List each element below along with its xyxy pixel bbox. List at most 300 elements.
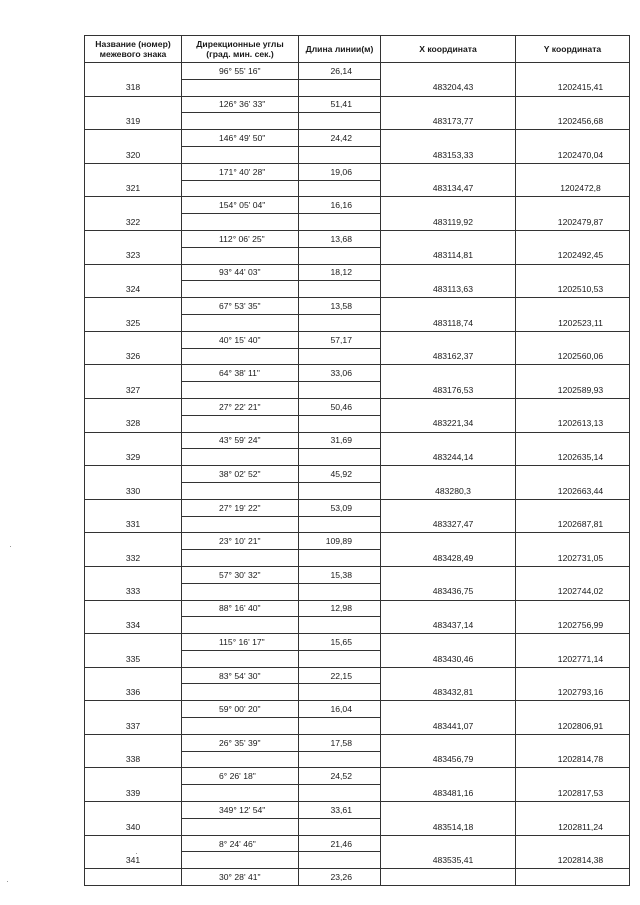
- y-coordinate-cell: 1202415,41: [516, 79, 630, 96]
- table-row: [85, 550, 630, 567]
- x-coordinate-cell: 483118,74: [381, 314, 516, 331]
- y-coordinate-cell: [516, 432, 630, 449]
- x-coordinate-cell: 483327,47: [381, 516, 516, 533]
- point-name-cell: [85, 466, 182, 483]
- x-coordinate-cell: 483244,14: [381, 449, 516, 466]
- y-coordinate-cell: [516, 96, 630, 113]
- x-coordinate-cell: 483134,47: [381, 180, 516, 197]
- line-length-cell: [299, 382, 381, 399]
- point-name-cell: 341: [85, 852, 182, 869]
- point-name-cell: [85, 734, 182, 751]
- line-length-cell: [299, 449, 381, 466]
- line-length-cell: 51,41: [299, 96, 381, 113]
- y-coordinate-cell: [516, 768, 630, 785]
- x-coordinate-cell: 483430,46: [381, 650, 516, 667]
- line-length-cell: 53,09: [299, 499, 381, 516]
- x-coordinate-cell: [381, 499, 516, 516]
- line-length-cell: [299, 314, 381, 331]
- point-name-cell: [85, 634, 182, 651]
- x-coordinate-cell: 483432,81: [381, 684, 516, 701]
- line-length-cell: 50,46: [299, 398, 381, 415]
- line-length-cell: [299, 113, 381, 130]
- x-coordinate-cell: 483428,49: [381, 550, 516, 567]
- direction-angle-cell: [182, 146, 299, 163]
- point-name-cell: [85, 230, 182, 247]
- line-length-cell: [299, 818, 381, 835]
- point-name-cell: [85, 96, 182, 113]
- direction-angle-cell: [182, 247, 299, 264]
- line-length-cell: [299, 247, 381, 264]
- line-length-cell: [299, 180, 381, 197]
- y-coordinate-cell: [516, 734, 630, 751]
- direction-angle-cell: 57° 30' 32": [182, 566, 299, 583]
- direction-angle-cell: [182, 314, 299, 331]
- x-coordinate-cell: 483114,81: [381, 247, 516, 264]
- table-row: [85, 516, 630, 533]
- y-coordinate-cell: [516, 365, 630, 382]
- table-row: [85, 449, 630, 466]
- point-name-cell: 318: [85, 79, 182, 96]
- line-length-cell: 23,26: [299, 869, 381, 886]
- header-row: [85, 36, 630, 63]
- table-row: [85, 634, 630, 651]
- line-length-cell: 109,89: [299, 533, 381, 550]
- table-row: [85, 113, 630, 130]
- direction-angle-cell: 67° 53' 35": [182, 298, 299, 315]
- line-length-cell: 24,42: [299, 130, 381, 147]
- direction-angle-cell: 30° 28' 41": [182, 869, 299, 886]
- x-coordinate-cell: [381, 835, 516, 852]
- table-row: [85, 214, 630, 231]
- line-length-cell: 33,06: [299, 365, 381, 382]
- point-name-cell: 326: [85, 348, 182, 365]
- table-row: [85, 852, 630, 869]
- table-body: [85, 63, 630, 886]
- table-row: [85, 180, 630, 197]
- point-name-cell: [85, 432, 182, 449]
- direction-angle-cell: [182, 180, 299, 197]
- x-coordinate-cell: [381, 264, 516, 281]
- y-coordinate-cell: 1202817,53: [516, 785, 630, 802]
- table-row: [85, 499, 630, 516]
- x-coordinate-cell: [381, 600, 516, 617]
- y-coordinate-cell: 1202687,81: [516, 516, 630, 533]
- direction-angle-cell: 27° 22' 21": [182, 398, 299, 415]
- line-length-cell: [299, 281, 381, 298]
- table-row: [85, 281, 630, 298]
- y-coordinate-cell: [516, 63, 630, 80]
- x-coordinate-cell: 483176,53: [381, 382, 516, 399]
- line-length-cell: [299, 650, 381, 667]
- table-row: [85, 331, 630, 348]
- y-coordinate-cell: 1202731,05: [516, 550, 630, 567]
- table-row: [85, 314, 630, 331]
- point-name-cell: [85, 398, 182, 415]
- line-length-cell: [299, 718, 381, 735]
- point-name-cell: [85, 163, 182, 180]
- direction-angle-cell: 40° 15' 40": [182, 331, 299, 348]
- direction-angle-cell: [182, 684, 299, 701]
- y-coordinate-cell: [516, 835, 630, 852]
- x-coordinate-cell: 483204,43: [381, 79, 516, 96]
- point-name-cell: [85, 667, 182, 684]
- point-name-cell: 338: [85, 751, 182, 768]
- y-coordinate-cell: 1202814,78: [516, 751, 630, 768]
- x-coordinate-cell: 483436,75: [381, 583, 516, 600]
- y-coordinate-cell: [516, 264, 630, 281]
- table-row: [85, 264, 630, 281]
- point-name-cell: 324: [85, 281, 182, 298]
- point-name-cell: [85, 835, 182, 852]
- line-length-cell: 13,58: [299, 298, 381, 315]
- table-row: [85, 583, 630, 600]
- line-length-cell: [299, 415, 381, 432]
- line-length-cell: [299, 852, 381, 869]
- point-name-cell: [85, 566, 182, 583]
- y-coordinate-cell: 1202479,87: [516, 214, 630, 231]
- y-coordinate-cell: [516, 667, 630, 684]
- y-coordinate-cell: [516, 869, 630, 886]
- direction-angle-cell: [182, 79, 299, 96]
- direction-angle-cell: 146° 49' 50": [182, 130, 299, 147]
- table-row: [85, 130, 630, 147]
- y-coordinate-cell: 1202456,68: [516, 113, 630, 130]
- y-coordinate-cell: [516, 566, 630, 583]
- x-coordinate-cell: [381, 331, 516, 348]
- direction-angle-cell: 43° 59' 24": [182, 432, 299, 449]
- line-length-cell: 22,15: [299, 667, 381, 684]
- direction-angle-cell: [182, 415, 299, 432]
- y-coordinate-cell: [516, 130, 630, 147]
- point-name-cell: [85, 264, 182, 281]
- direction-angle-cell: [182, 785, 299, 802]
- line-length-cell: [299, 146, 381, 163]
- direction-angle-cell: 349° 12' 54": [182, 802, 299, 819]
- direction-angle-cell: 26° 35' 39": [182, 734, 299, 751]
- x-coordinate-cell: 483221,34: [381, 415, 516, 432]
- x-coordinate-cell: [381, 869, 516, 886]
- table-row: [85, 869, 630, 886]
- table-row: [85, 667, 630, 684]
- x-coordinate-cell: [381, 768, 516, 785]
- line-length-cell: [299, 785, 381, 802]
- line-length-cell: 13,68: [299, 230, 381, 247]
- table-row: [85, 63, 630, 80]
- x-coordinate-cell: 483162,37: [381, 348, 516, 365]
- point-name-cell: 339: [85, 785, 182, 802]
- point-name-cell: 337: [85, 718, 182, 735]
- line-length-cell: [299, 583, 381, 600]
- line-length-cell: [299, 516, 381, 533]
- x-coordinate-cell: [381, 298, 516, 315]
- table-row: [85, 566, 630, 583]
- direction-angle-cell: [182, 281, 299, 298]
- point-name-cell: [85, 499, 182, 516]
- table-row: [85, 650, 630, 667]
- line-length-cell: 16,04: [299, 701, 381, 718]
- point-name-cell: [85, 600, 182, 617]
- point-name-cell: 334: [85, 617, 182, 634]
- direction-angle-cell: [182, 348, 299, 365]
- table-row: [85, 398, 630, 415]
- y-coordinate-cell: 1202472,8: [516, 180, 630, 197]
- point-name-cell: 322: [85, 214, 182, 231]
- point-name-cell: 323: [85, 247, 182, 264]
- direction-angle-cell: [182, 852, 299, 869]
- line-length-cell: 15,65: [299, 634, 381, 651]
- direction-angle-cell: [182, 583, 299, 600]
- direction-angle-cell: 64° 38' 11": [182, 365, 299, 382]
- direction-angle-cell: [182, 617, 299, 634]
- table-row: [85, 298, 630, 315]
- y-coordinate-cell: 1202635,14: [516, 449, 630, 466]
- x-coordinate-cell: [381, 432, 516, 449]
- direction-angle-cell: [182, 482, 299, 499]
- y-coordinate-cell: [516, 398, 630, 415]
- x-coordinate-cell: [381, 197, 516, 214]
- x-coordinate-cell: 483437,14: [381, 617, 516, 634]
- point-name-cell: 330: [85, 482, 182, 499]
- line-length-cell: 16,16: [299, 197, 381, 214]
- header-point-name: Название (номер) межевого знака: [85, 36, 182, 63]
- direction-angle-cell: [182, 382, 299, 399]
- x-coordinate-cell: [381, 734, 516, 751]
- line-length-cell: 19,06: [299, 163, 381, 180]
- line-length-cell: 17,58: [299, 734, 381, 751]
- y-coordinate-cell: [516, 197, 630, 214]
- line-length-cell: [299, 79, 381, 96]
- scan-speck: [7, 881, 8, 882]
- x-coordinate-cell: 483456,79: [381, 751, 516, 768]
- y-coordinate-cell: 1202756,99: [516, 617, 630, 634]
- x-coordinate-cell: [381, 163, 516, 180]
- table-row: [85, 802, 630, 819]
- direction-angle-cell: 38° 02' 52": [182, 466, 299, 483]
- direction-angle-cell: [182, 751, 299, 768]
- point-name-cell: 331: [85, 516, 182, 533]
- x-coordinate-cell: [381, 96, 516, 113]
- table-row: [85, 348, 630, 365]
- line-length-cell: [299, 751, 381, 768]
- x-coordinate-cell: [381, 466, 516, 483]
- direction-angle-cell: 93° 44' 03": [182, 264, 299, 281]
- x-coordinate-cell: [381, 667, 516, 684]
- point-name-cell: [85, 331, 182, 348]
- direction-angle-cell: 154° 05' 04": [182, 197, 299, 214]
- direction-angle-cell: 59° 00' 20": [182, 701, 299, 718]
- line-length-cell: 45,92: [299, 466, 381, 483]
- x-coordinate-cell: [381, 365, 516, 382]
- x-coordinate-cell: 483535,41: [381, 852, 516, 869]
- x-coordinate-cell: 483514,18: [381, 818, 516, 835]
- direction-angle-cell: [182, 516, 299, 533]
- x-coordinate-cell: 483113,63: [381, 281, 516, 298]
- scan-speck: [10, 546, 11, 547]
- line-length-cell: 18,12: [299, 264, 381, 281]
- y-coordinate-cell: [516, 634, 630, 651]
- x-coordinate-cell: [381, 230, 516, 247]
- y-coordinate-cell: [516, 466, 630, 483]
- x-coordinate-cell: 483153,33: [381, 146, 516, 163]
- point-name-cell: [85, 197, 182, 214]
- table-row: [85, 835, 630, 852]
- line-length-cell: [299, 482, 381, 499]
- direction-angle-cell: [182, 718, 299, 735]
- x-coordinate-cell: 483481,16: [381, 785, 516, 802]
- y-coordinate-cell: 1202510,53: [516, 281, 630, 298]
- line-length-cell: 15,38: [299, 566, 381, 583]
- y-coordinate-cell: 1202523,11: [516, 314, 630, 331]
- point-name-cell: 328: [85, 415, 182, 432]
- line-length-cell: 26,14: [299, 63, 381, 80]
- point-name-cell: [85, 298, 182, 315]
- direction-angle-cell: 88° 16' 40": [182, 600, 299, 617]
- y-coordinate-cell: [516, 331, 630, 348]
- point-name-cell: 335: [85, 650, 182, 667]
- point-name-cell: [85, 768, 182, 785]
- point-name-cell: [85, 533, 182, 550]
- y-coordinate-cell: [516, 298, 630, 315]
- x-coordinate-cell: [381, 566, 516, 583]
- table-row: [85, 230, 630, 247]
- direction-angle-cell: 27° 19' 22": [182, 499, 299, 516]
- direction-angle-cell: 126° 36' 33": [182, 96, 299, 113]
- y-coordinate-cell: 1202811,24: [516, 818, 630, 835]
- table-row: [85, 734, 630, 751]
- y-coordinate-cell: 1202793,16: [516, 684, 630, 701]
- line-length-cell: 21,46: [299, 835, 381, 852]
- point-name-cell: 332: [85, 550, 182, 567]
- line-length-cell: [299, 214, 381, 231]
- point-name-cell: 329: [85, 449, 182, 466]
- point-name-cell: [85, 365, 182, 382]
- table-row: [85, 146, 630, 163]
- y-coordinate-cell: 1202814,38: [516, 852, 630, 869]
- table-row: [85, 785, 630, 802]
- line-length-cell: 57,17: [299, 331, 381, 348]
- direction-angle-cell: 8° 24' 46": [182, 835, 299, 852]
- y-coordinate-cell: 1202771,14: [516, 650, 630, 667]
- scan-speck: [136, 853, 137, 854]
- table-row: [85, 768, 630, 785]
- direction-angle-cell: [182, 550, 299, 567]
- line-length-cell: [299, 550, 381, 567]
- point-name-cell: 333: [85, 583, 182, 600]
- table-row: [85, 247, 630, 264]
- point-name-cell: 327: [85, 382, 182, 399]
- table-row: [85, 466, 630, 483]
- direction-angle-cell: [182, 818, 299, 835]
- direction-angle-cell: 6° 26' 18": [182, 768, 299, 785]
- direction-angle-cell: [182, 449, 299, 466]
- y-coordinate-cell: 1202744,02: [516, 583, 630, 600]
- header-x-coordinate: X координата: [381, 36, 516, 63]
- table-row: [85, 533, 630, 550]
- direction-angle-cell: 112° 06' 25": [182, 230, 299, 247]
- x-coordinate-cell: [381, 533, 516, 550]
- line-length-cell: 33,61: [299, 802, 381, 819]
- y-coordinate-cell: 1202470,04: [516, 146, 630, 163]
- table-row: [85, 432, 630, 449]
- y-coordinate-cell: 1202560,06: [516, 348, 630, 365]
- x-coordinate-cell: [381, 63, 516, 80]
- direction-angle-cell: [182, 650, 299, 667]
- table-row: [85, 482, 630, 499]
- point-name-cell: 340: [85, 818, 182, 835]
- point-name-cell: [85, 869, 182, 886]
- line-length-cell: 31,69: [299, 432, 381, 449]
- boundary-coordinates-table: [84, 35, 630, 886]
- direction-angle-cell: [182, 113, 299, 130]
- point-name-cell: 321: [85, 180, 182, 197]
- header-line-length: Длина линии(м): [299, 36, 381, 63]
- table-row: [85, 163, 630, 180]
- x-coordinate-cell: [381, 130, 516, 147]
- table-row: [85, 751, 630, 768]
- line-length-cell: 24,52: [299, 768, 381, 785]
- line-length-cell: [299, 617, 381, 634]
- table-row: [85, 818, 630, 835]
- table-row: [85, 617, 630, 634]
- x-coordinate-cell: [381, 634, 516, 651]
- point-name-cell: [85, 701, 182, 718]
- x-coordinate-cell: 483441,07: [381, 718, 516, 735]
- y-coordinate-cell: 1202613,13: [516, 415, 630, 432]
- point-name-cell: [85, 802, 182, 819]
- x-coordinate-cell: [381, 802, 516, 819]
- table-row: [85, 96, 630, 113]
- y-coordinate-cell: [516, 533, 630, 550]
- table-row: [85, 197, 630, 214]
- direction-angle-cell: [182, 214, 299, 231]
- direction-angle-cell: 96° 55' 16": [182, 63, 299, 80]
- point-name-cell: [85, 63, 182, 80]
- x-coordinate-cell: [381, 701, 516, 718]
- x-coordinate-cell: [381, 398, 516, 415]
- line-length-cell: [299, 684, 381, 701]
- y-coordinate-cell: 1202492,45: [516, 247, 630, 264]
- table-row: [85, 415, 630, 432]
- x-coordinate-cell: 483173,77: [381, 113, 516, 130]
- y-coordinate-cell: 1202806,91: [516, 718, 630, 735]
- y-coordinate-cell: [516, 230, 630, 247]
- table-row: [85, 600, 630, 617]
- y-coordinate-cell: [516, 499, 630, 516]
- y-coordinate-cell: [516, 600, 630, 617]
- table-row: [85, 701, 630, 718]
- direction-angle-cell: 171° 40' 28": [182, 163, 299, 180]
- point-name-cell: 320: [85, 146, 182, 163]
- table-row: [85, 382, 630, 399]
- line-length-cell: 12,98: [299, 600, 381, 617]
- line-length-cell: [299, 348, 381, 365]
- table-row: [85, 684, 630, 701]
- y-coordinate-cell: [516, 802, 630, 819]
- y-coordinate-cell: [516, 163, 630, 180]
- point-name-cell: 325: [85, 314, 182, 331]
- table-row: [85, 365, 630, 382]
- header-y-coordinate: Y координата: [516, 36, 630, 63]
- table-row: [85, 79, 630, 96]
- y-coordinate-cell: 1202589,93: [516, 382, 630, 399]
- direction-angle-cell: 115° 16' 17": [182, 634, 299, 651]
- table-row: [85, 718, 630, 735]
- y-coordinate-cell: [516, 701, 630, 718]
- direction-angle-cell: 83° 54' 30": [182, 667, 299, 684]
- direction-angle-cell: 23° 10' 21": [182, 533, 299, 550]
- point-name-cell: 336: [85, 684, 182, 701]
- x-coordinate-cell: 483280,3: [381, 482, 516, 499]
